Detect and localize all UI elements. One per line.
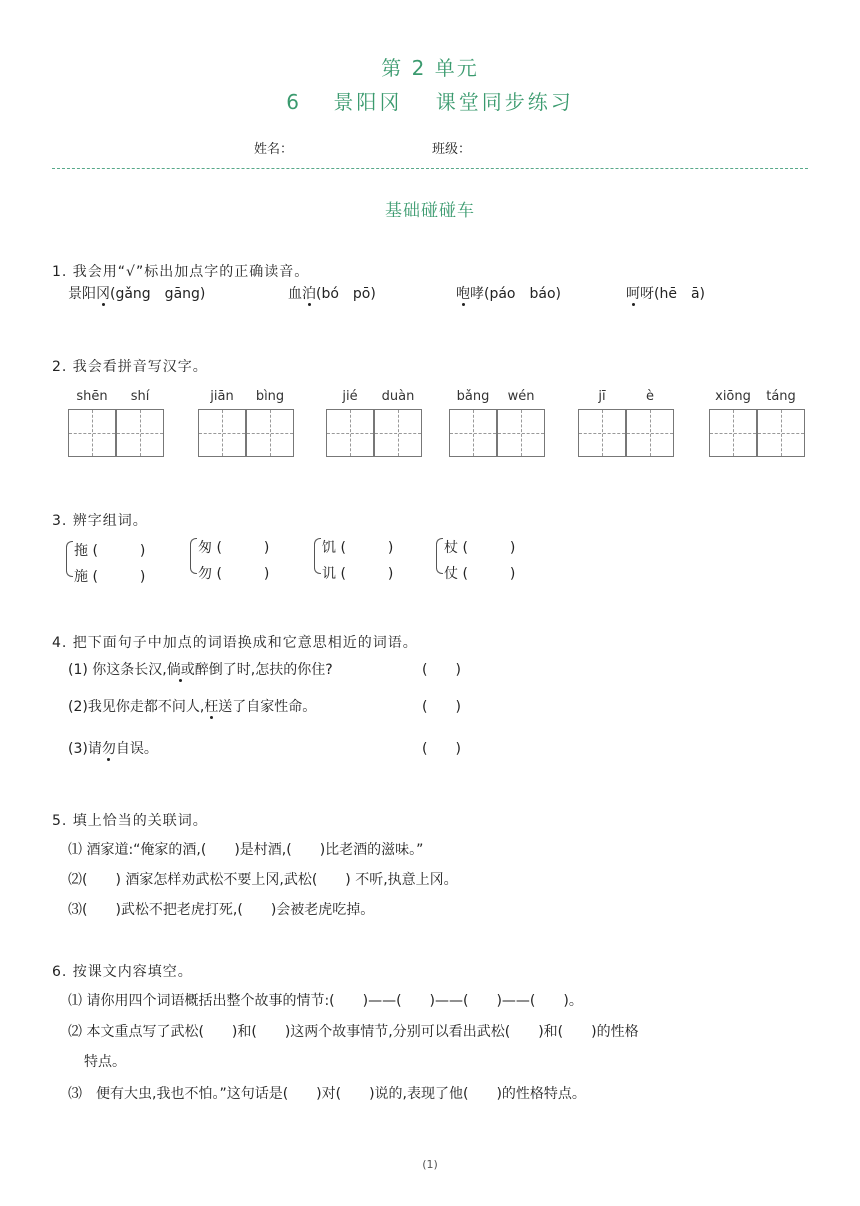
q5-item-1: ⑴ 酒家道:“俺家的酒,( )是村酒,( )比老酒的滋味。” [68,842,424,858]
q2-pinyin: shí [130,389,150,404]
lesson-name: 景阳冈 [333,90,403,114]
writing-box[interactable] [578,409,626,457]
q2-pinyin: è [646,389,654,404]
q6-title: 6. 按课文内容填空。 [52,964,193,980]
q4-item-1: (1) 你这条长汉,倘或醉倒了时,怎扶的你住? [68,662,333,678]
lesson-title [0,86,860,115]
writing-box[interactable] [757,409,805,457]
q2-pinyin: jī [598,389,606,404]
q2-pinyin: wén [507,389,535,404]
q2-pinyin: jiān [210,389,234,404]
q1-item-1: 景阳冈(gǎng gāng) [68,286,206,302]
q4-title: 4. 把下面句子中加点的词语换成和它意思相近的词语。 [52,635,418,651]
q3-word: 杖 ( ) [444,540,516,556]
writing-box[interactable] [709,409,757,457]
q4-item-2: (2)我见你走都不问人,枉送了自家性命。 [68,699,317,715]
q2-pinyin: duàn [381,389,415,404]
q6-item-2-cont: 特点。 [84,1054,126,1070]
q6-item-3: ⑶ 便有大虫,我也不怕。”这句话是( )对( )说的,表现了他( )的性格特点。 [68,1086,586,1102]
q3-word: 仗 ( ) [444,566,516,582]
writing-box[interactable] [326,409,374,457]
writing-box[interactable] [449,409,497,457]
writing-box[interactable] [374,409,422,457]
class-label: 班级： [432,142,472,157]
q5-item-3: ⑶( )武松不把老虎打死,( )会被老虎吃掉。 [68,902,375,918]
q6-item-1: ⑴ 请你用四个词语概括出整个故事的情节:( )——( )——( )——( )。 [68,993,583,1009]
q2-pinyin: bǎng [456,389,490,404]
q2-pinyin: bìng [255,389,285,404]
brace [436,538,443,574]
q1-item-2: 血泊(bó pō) [288,286,376,302]
q4-blank: ( ) [422,662,461,678]
q2-pinyin: shēn [76,389,108,404]
q1-title: 1. 我会用“√”标出加点字的正确读音。 [52,264,310,280]
q5-title: 5. 填上恰当的关联词。 [52,813,208,829]
page-number: (1) [422,1158,438,1171]
name-label: 姓名： [254,142,294,157]
writing-box[interactable] [497,409,545,457]
q4-item-3: (3)请勿自误。 [68,741,158,757]
q2-title: 2. 我会看拼音写汉字。 [52,359,208,375]
q3-title: 3. 辨字组词。 [52,513,148,529]
q3-word: 饥 ( ) [322,540,394,556]
brace [190,538,197,574]
q6-item-2: ⑵ 本文重点写了武松( )和( )这两个故事情节,分别可以看出武松( )和( )的性格 [68,1024,639,1040]
brace [66,541,73,577]
writing-box[interactable] [198,409,246,457]
q3-word: 勿 ( ) [198,566,270,582]
lesson-number: 6 [286,90,302,114]
q5-item-2: ⑵( ) 酒家怎样劝武松不要上冈,武松( ) 不听,执意上冈。 [68,872,458,888]
q3-word: 讥 ( ) [322,566,394,582]
q3-word: 施 ( ) [74,569,146,585]
brace [314,538,321,574]
writing-box[interactable] [626,409,674,457]
writing-box[interactable] [246,409,294,457]
q1-item-3: 咆哮(páo báo) [456,286,561,302]
writing-box[interactable] [68,409,116,457]
q3-word: 匆 ( ) [198,540,270,556]
q2-pinyin: táng [766,389,796,404]
q4-blank: ( ) [422,699,461,715]
q2-pinyin: jié [342,389,358,404]
unit-title: 第 2 单元 [381,56,479,80]
section-title: 基础碰碰车 [385,201,475,221]
writing-box[interactable] [116,409,164,457]
q3-word: 拖 ( ) [74,543,146,559]
q4-blank: ( ) [422,741,461,757]
q2-pinyin: xiōng [715,389,751,404]
q1-item-4: 呵呀(hē ā) [626,286,705,302]
lesson-subtitle: 课堂同步练习 [435,90,574,114]
header-divider [52,168,808,169]
